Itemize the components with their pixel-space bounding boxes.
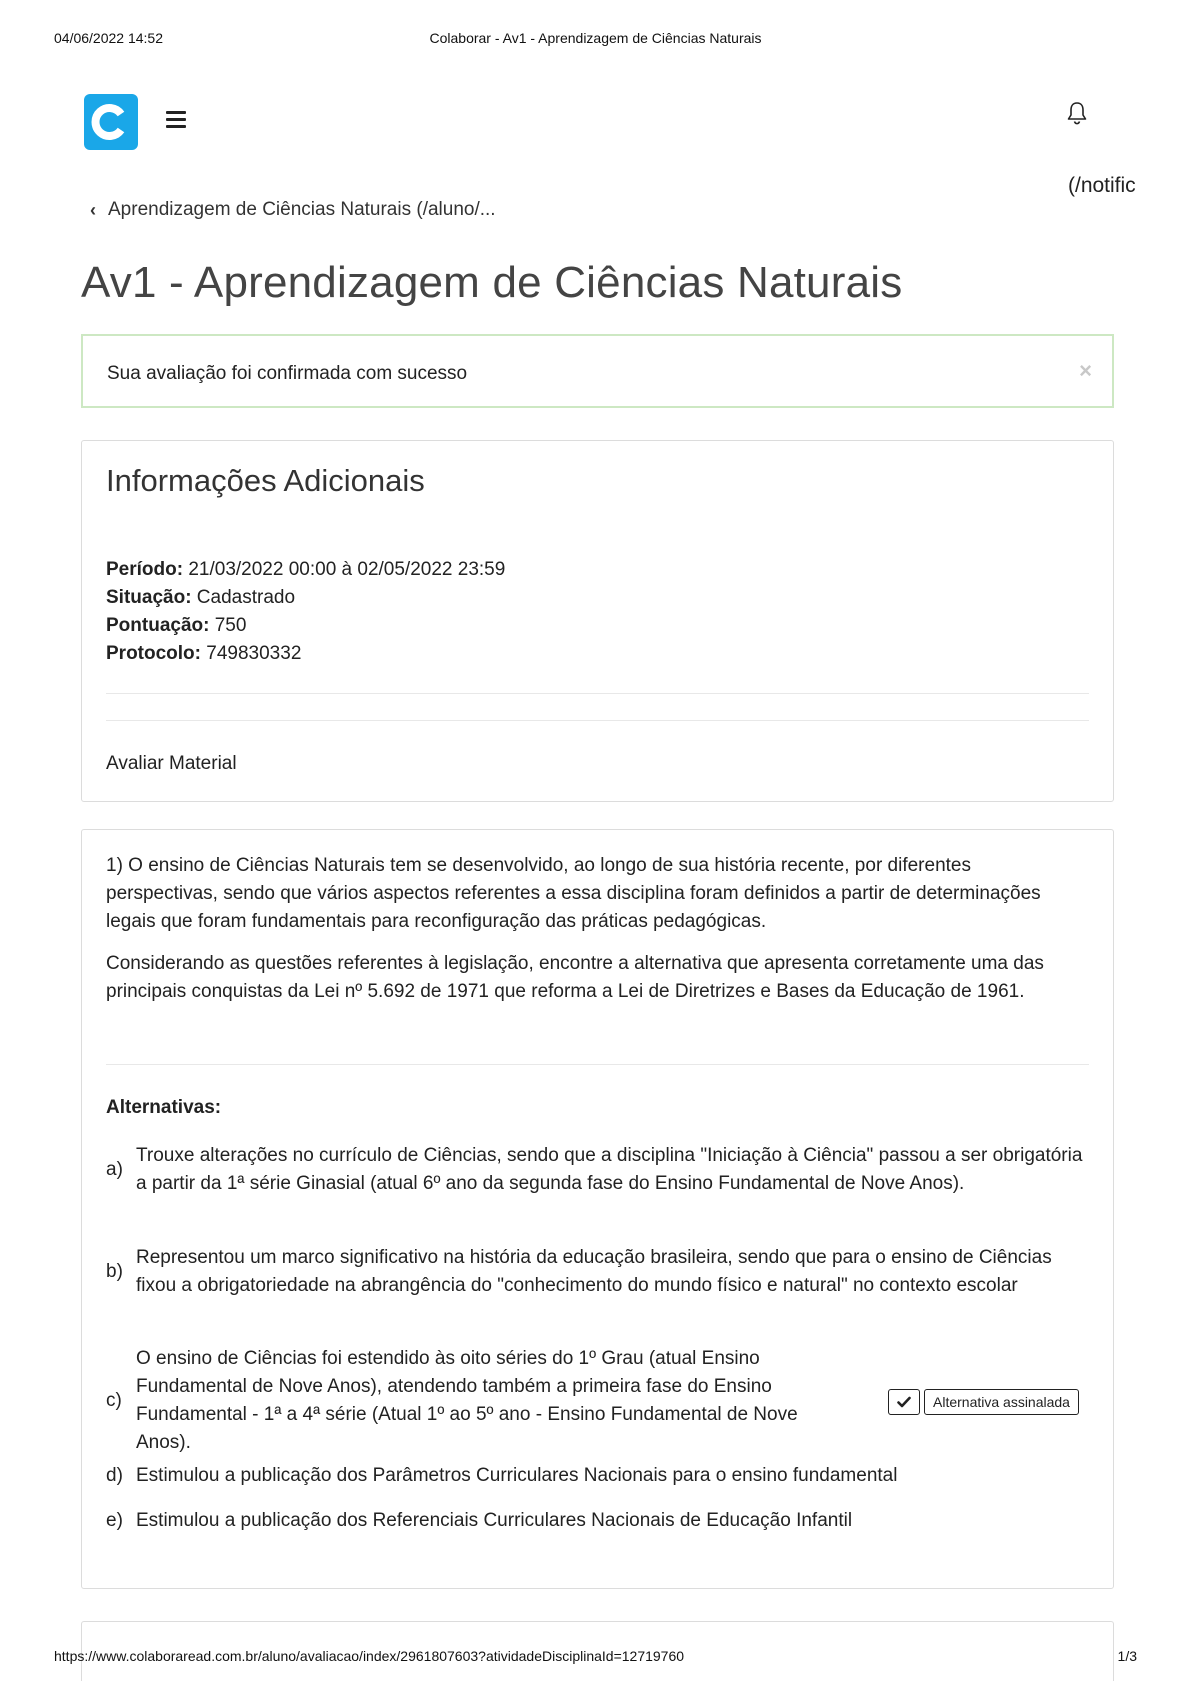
- check-icon: [888, 1389, 920, 1415]
- alternative-text: O ensino de Ciências foi estendido às oito séries do 1º Grau (atual Ensino Fundamental de Nove Anos), atendendo também a primeira fase do Ensino Fundamental - 1ª a 4ª série (Atual 1º ao 5º ano - Ensino Fundamental de Nove Anos).: [136, 1348, 798, 1453]
- colaborar-logo-icon[interactable]: [84, 94, 138, 150]
- question-text: [106, 852, 1066, 1020]
- divider: [106, 720, 1089, 721]
- divider: [106, 1064, 1089, 1065]
- alternative-letter: e): [106, 1510, 123, 1531]
- alternative-a[interactable]: [106, 1142, 1086, 1198]
- avaliar-material-link[interactable]: Avaliar Material: [106, 753, 237, 774]
- print-footer: [54, 1648, 1137, 1668]
- alternative-letter: d): [106, 1465, 123, 1486]
- print-url: https://www.colaboraread.com.br/aluno/avaliacao/index/2961807603?atividadeDisciplinaId=12719760: [54, 1648, 685, 1664]
- marked-label: Alternativa assinalada: [924, 1389, 1079, 1415]
- print-header: [54, 30, 1137, 50]
- breadcrumb[interactable]: [90, 199, 496, 221]
- alternative-e[interactable]: [106, 1507, 1086, 1535]
- alternative-d[interactable]: [106, 1462, 1086, 1490]
- alternative-text: Estimulou a publicação dos Parâmetros Curriculares Nacionais para o ensino fundamental: [136, 1465, 898, 1486]
- chevron-left-icon: ‹: [90, 199, 96, 220]
- info-title: Informações Adicionais: [106, 463, 425, 498]
- breadcrumb-label: Aprendizagem de Ciências Naturais (/aluno/...: [108, 199, 496, 220]
- info-rows: [106, 556, 505, 668]
- question-paragraph-1: 1) O ensino de Ciências Naturais tem se desenvolvido, ao longo de sua história recente, por diferentes perspectivas, sendo que vários aspectos referentes a essa disciplina foram definidos a partir de determinações legais que foram fundamentais para reconfiguração das práticas pedagógicas.: [106, 855, 1041, 932]
- success-alert: [81, 334, 1114, 408]
- print-page-number: 1/3: [1117, 1648, 1137, 1664]
- alternative-b[interactable]: [106, 1244, 1086, 1300]
- alternative-text: Trouxe alterações no currículo de Ciências, sendo que a disciplina "Iniciação à Ciência" passou a ser obrigatória a partir da 1ª série Ginasial (atual 6º ano da segunda fase do Ensino Fundamental de Nove Anos).: [136, 1145, 1083, 1194]
- alert-message: Sua avaliação foi confirmada com sucesso: [107, 363, 468, 384]
- bell-icon[interactable]: [1065, 100, 1089, 126]
- alternative-letter: a): [106, 1159, 123, 1180]
- marked-alternative-badge: [888, 1389, 1079, 1415]
- question-paragraph-2: Considerando as questões referentes à legislação, encontre a alternativa que apresenta corretamente uma das principais conquistas da Lei nº 5.692 de 1971 que reforma a Lei de Diretrizes e Bases da Educação de 1961.: [106, 953, 1044, 1002]
- hamburger-icon[interactable]: [166, 111, 186, 129]
- protocolo-row: Protocolo: 749830332: [106, 643, 302, 664]
- alternative-letter: b): [106, 1261, 123, 1282]
- alternative-letter: c): [106, 1390, 122, 1411]
- situacao-row: Situação: Cadastrado: [106, 587, 296, 608]
- divider: [106, 693, 1089, 694]
- print-datetime: 04/06/2022 14:52: [54, 30, 163, 46]
- print-title: Colaborar - Av1 - Aprendizagem de Ciências Naturais: [429, 30, 762, 46]
- info-card: [81, 440, 1114, 802]
- page-title: Av1 - Aprendizagem de Ciências Naturais: [81, 258, 903, 307]
- close-icon[interactable]: ×: [1079, 358, 1092, 383]
- pontuacao-row: Pontuação: 750: [106, 615, 247, 636]
- periodo-row: Período: 21/03/2022 00:00 à 02/05/2022 23:59: [106, 559, 506, 580]
- alternatives-title: Alternativas:: [106, 1097, 222, 1118]
- alternative-text: Estimulou a publicação dos Referenciais Curriculares Nacionais de Educação Infantil: [136, 1510, 853, 1531]
- question-card: [81, 829, 1114, 1589]
- alternative-text: Representou um marco significativo na história da educação brasileira, sendo que para o ensino de Ciências fixou a obrigatoriedade na abrangência do "conhecimento do mundo físico e natural" no contexto escolar: [136, 1247, 1052, 1296]
- notifications-link[interactable]: (/notific: [1068, 174, 1136, 197]
